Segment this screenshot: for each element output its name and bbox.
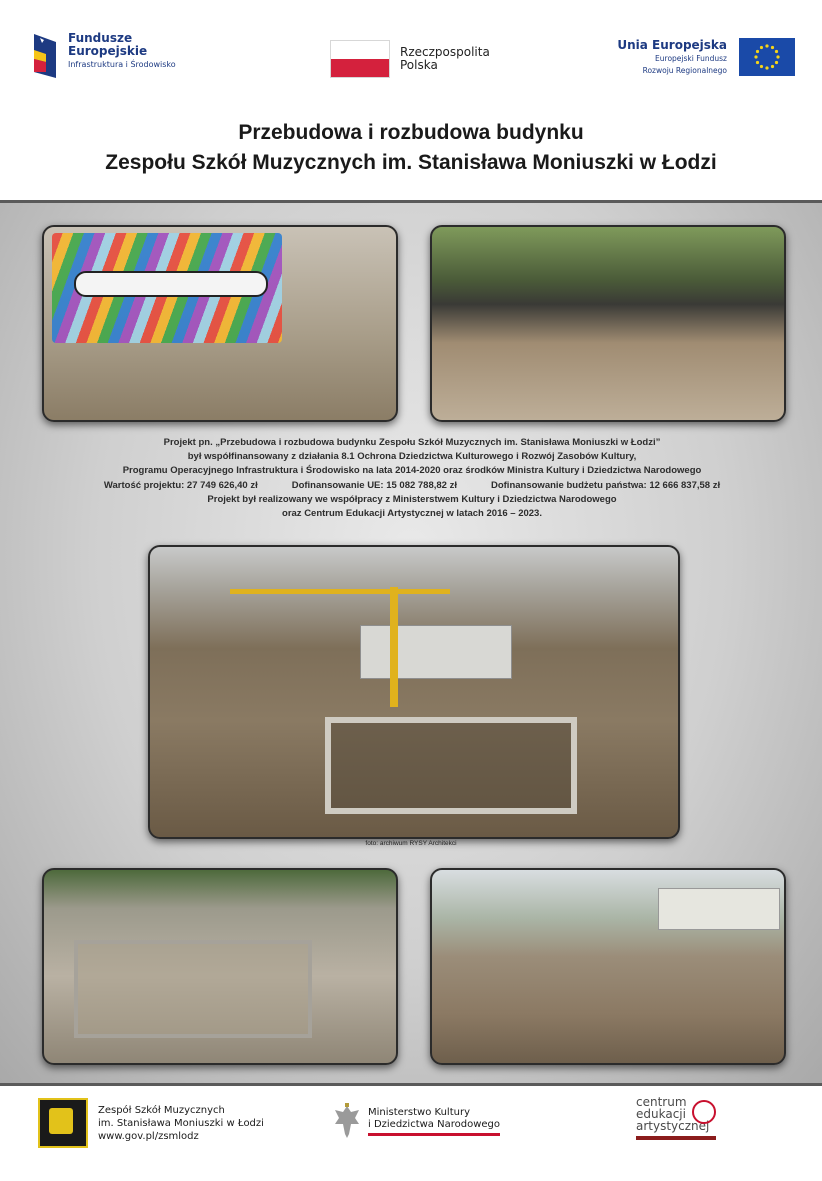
cea-line3: artystycznej bbox=[636, 1119, 710, 1133]
ue-line3: Rozwoju Regionalnego bbox=[642, 66, 727, 75]
photo-foundation-trench bbox=[430, 225, 786, 422]
photo-panel bbox=[0, 200, 822, 1086]
unia-europejska-logo bbox=[617, 38, 795, 76]
header-logos bbox=[0, 0, 822, 100]
photo-excavator-site bbox=[430, 868, 786, 1065]
cea-emblem-icon bbox=[692, 1100, 716, 1124]
rp-line1: Rzeczpospolita bbox=[400, 45, 490, 59]
value-ue: Dofinansowanie UE: 15 082 788,82 zł bbox=[291, 479, 457, 491]
mkdn-line1: Ministerstwo Kultury bbox=[368, 1106, 470, 1118]
existing-building-graphic bbox=[360, 625, 512, 679]
cea-underline bbox=[636, 1136, 716, 1140]
crane-graphic bbox=[390, 587, 398, 707]
cea-logo bbox=[636, 1096, 716, 1140]
zsm-logo bbox=[38, 1098, 264, 1148]
rebar-grid-graphic bbox=[74, 940, 312, 1038]
zsm-line1: Zespół Szkół Muzycznych bbox=[98, 1104, 225, 1116]
cea-line1: centrum bbox=[636, 1095, 687, 1109]
rp-line2: Polska bbox=[400, 58, 438, 72]
eagle-emblem-icon bbox=[332, 1102, 362, 1140]
project-caption bbox=[42, 436, 782, 521]
mkdn-line2: i Dziedzictwa Narodowego bbox=[368, 1118, 500, 1130]
ministry-logo bbox=[332, 1102, 500, 1140]
caption-line3: Programu Operacyjnego Infrastruktura i Środowisko na lata 2014-2020 oraz środków Ministra Kultury i Dziedzictwa Narodowego bbox=[122, 465, 702, 477]
apartment-block-graphic bbox=[658, 888, 780, 930]
rzeczpospolita-polska-logo bbox=[330, 40, 490, 78]
fe-line2: Europejskie bbox=[68, 44, 148, 58]
photo-aerial-construction bbox=[148, 545, 680, 839]
polish-flag-icon bbox=[330, 40, 390, 78]
caption-line6: oraz Centrum Edukacji Artystycznej w latach 2016 – 2023. bbox=[282, 508, 542, 520]
eu-flag-icon bbox=[739, 38, 795, 76]
footer-logos bbox=[0, 1086, 822, 1181]
funding-values bbox=[42, 479, 782, 493]
title-line2: Zespołu Szkół Muzycznych im. Stanisława Moniuszki w Łodzi bbox=[105, 151, 717, 174]
foundation-walls-graphic bbox=[325, 717, 577, 814]
fundusze-europejskie-icon bbox=[30, 32, 60, 80]
crane-arm-graphic bbox=[230, 589, 450, 594]
zsm-line2: im. Stanisława Moniuszki w Łodzi bbox=[98, 1117, 264, 1129]
fe-line3: Infrastruktura i Środowisko bbox=[68, 60, 176, 69]
caption-line5: Projekt był realizowany we współpracy z Ministerstwem Kultury i Dziedzictwa Narodowego bbox=[207, 493, 617, 505]
fe-line1: Fundusze bbox=[68, 31, 133, 45]
fundusze-europejskie-logo bbox=[30, 32, 176, 80]
page-title bbox=[0, 118, 822, 178]
photo-rebar-foundation bbox=[42, 868, 398, 1065]
photo-credit: foto: archiwum RYSY Architekci bbox=[365, 840, 457, 847]
title-line1: Przebudowa i rozbudowa budynku bbox=[238, 121, 584, 144]
ue-line2: Europejski Fundusz bbox=[655, 54, 727, 63]
caption-line1: Projekt pn. „Przebudowa i rozbudowa budynku Zespołu Szkół Muzycznych im. Stanisława Moniuszki w Łodzi” bbox=[163, 437, 661, 448]
value-project: Wartość projektu: 27 749 626,40 zł bbox=[103, 479, 258, 491]
zsm-website: www.gov.pl/zsmlodz bbox=[98, 1130, 199, 1142]
photo-mural-excavation bbox=[42, 225, 398, 422]
lyre-icon bbox=[38, 1098, 88, 1148]
cea-line2: edukacji bbox=[636, 1107, 686, 1121]
piano-keys-graphic bbox=[74, 271, 268, 297]
ue-line1: Unia Europejska bbox=[617, 38, 727, 52]
caption-line2: był współfinansowany z działania 8.1 Ochrona Dziedzictwa Kulturowego i Rozwój Zasobów Kultury, bbox=[187, 451, 637, 463]
value-state: Dofinansowanie budżetu państwa: 12 666 837,58 zł bbox=[490, 479, 721, 491]
